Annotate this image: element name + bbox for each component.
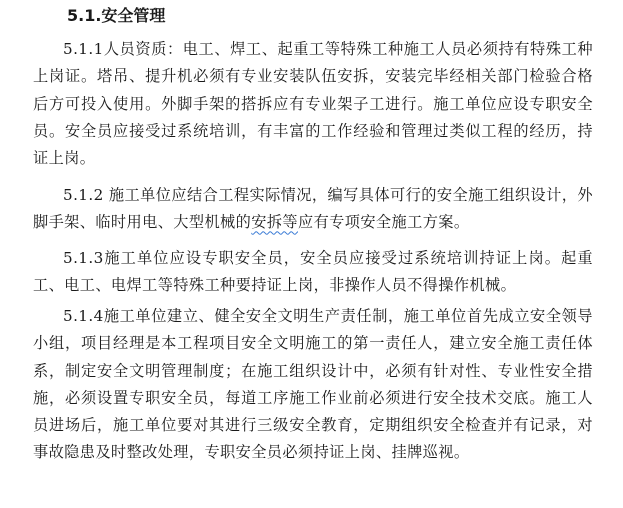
paragraph-safety-officer: 5.1.3施工单位应设专职安全员，安全员应接受过系统培训持证上岗。起重工、电工、电焊工等特殊工种要持证上岗，非操作人员不得操作机械。	[33, 249, 593, 295]
paragraph-text: 5.1.2 施工单位应结合工程实际情况，编写具体可行的安全施工组织设计，外脚手架、临时用电、大型机械的	[33, 186, 593, 232]
paragraph-safety-plan	[33, 182, 593, 237]
paragraph-responsibility-system: 5.1.4施工单位建立、健全安全文明生产责任制，施工单位首先成立安全领导小组，项目经理是本工程项目安全文明施工的第一责任人，建立安全施工责任体系，制定安全文明管理制度；在施工组织设计中，必须有针对性、专业性安全措施，必须设置专职安全员，每道工序施工作业前必须进行安全技术交底。施工人员进场后，施工单位要对其进行三级安全教育，定期组织安全检查并有记录，对事故隐患及时整改处理，专职安全员必须持证上岗、挂牌巡视。	[33, 307, 593, 462]
section-heading: 5.1.安全管理	[67, 6, 166, 25]
paragraph-personnel-qualification: 5.1.1人员资质：电工、焊工、起重工等特殊工种施工人员必须持有特殊工种上岗证。塔吊、提升机必须有专业安装队伍安拆，安装完毕经相关部门检验合格后方可投入使用。外脚手架的搭拆应有专业架子工进行。施工单位应设专职安全员。安全员应接受过系统培训，有丰富的工作经验和管理过类似工程的经历，持证上岗。	[33, 40, 593, 168]
spellcheck-flagged-text[interactable]: 安拆等	[251, 213, 298, 232]
paragraph-text: 应有专项安全施工方案。	[298, 213, 470, 232]
